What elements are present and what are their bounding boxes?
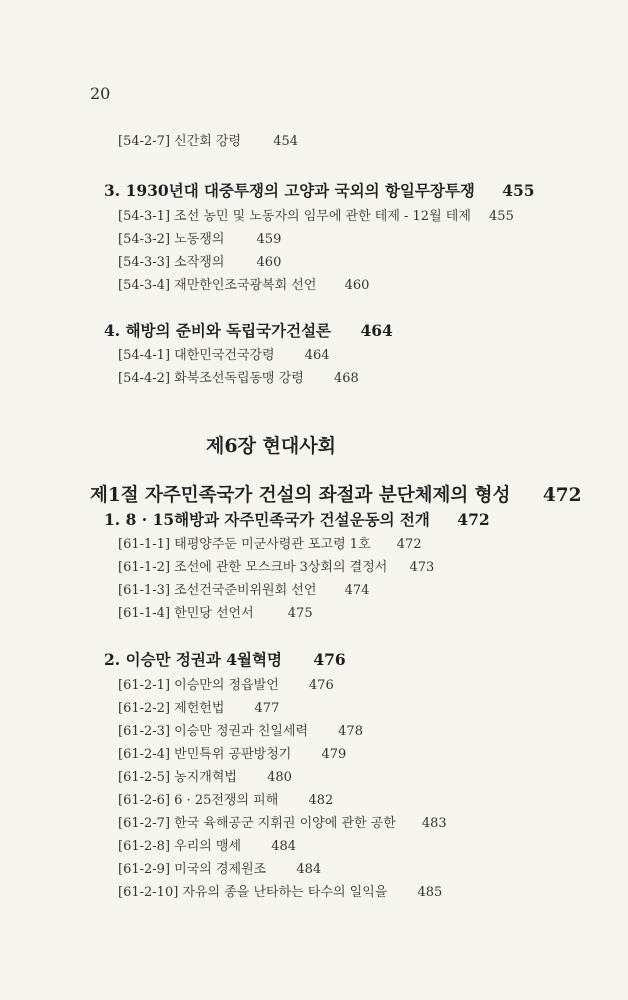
item-title: 조선에 관한 모스크바 3상회의 결정서 — [174, 560, 388, 575]
section-title: 3. 1930년대 대중투쟁의 고양과 국외의 항일무장투쟁 — [104, 181, 475, 200]
item-code: [61-2-5] — [118, 770, 171, 785]
item-title: 신간회 강령 — [174, 134, 242, 149]
toc-item — [118, 720, 363, 739]
toc-item — [118, 251, 281, 270]
item-title: 대한민국건국강령 — [174, 348, 275, 363]
item-page: 478 — [338, 724, 363, 739]
item-page: 472 — [396, 537, 422, 552]
item-title: 노동쟁의 — [174, 232, 225, 247]
toc-item — [118, 367, 359, 386]
item-code: [61-2-2] — [118, 701, 171, 716]
section-title: 4. 해방의 준비와 독립국가건설론 — [104, 321, 332, 340]
chapter-heading: 제6장 현대사회 — [206, 435, 336, 457]
item-code: [61-2-6] — [118, 793, 171, 808]
item-code: [61-2-3] — [118, 724, 171, 739]
section-page: 455 — [502, 181, 535, 200]
item-code: [54-3-3] — [118, 255, 171, 270]
item-page: 475 — [287, 606, 313, 621]
item-title: 소작쟁의 — [174, 255, 225, 270]
toc-item — [118, 858, 321, 877]
item-page: 479 — [321, 747, 347, 762]
item-page: 482 — [308, 793, 334, 808]
item-code: [54-4-2] — [118, 371, 171, 386]
item-code: [61-1-2] — [118, 560, 171, 575]
toc-item — [118, 228, 281, 247]
item-code: [61-1-1] — [118, 537, 171, 552]
item-title: 우리의 맹세 — [174, 839, 242, 854]
item-page: 460 — [344, 278, 370, 293]
item-page: 484 — [271, 839, 297, 854]
item-code: [61-2-9] — [118, 862, 171, 877]
toc-item — [118, 697, 279, 716]
item-page: 480 — [267, 770, 292, 785]
toc-item — [118, 344, 330, 363]
item-page: 474 — [344, 583, 370, 598]
item-title: 이승만 정권과 친일세력 — [174, 724, 309, 739]
toc-item — [118, 533, 422, 552]
item-page: 476 — [308, 678, 334, 693]
section-heading — [104, 319, 393, 341]
item-page: 468 — [334, 371, 359, 386]
item-code: [54-3-2] — [118, 232, 171, 247]
item-title: 농지개혁법 — [174, 770, 237, 785]
item-page: 455 — [489, 209, 514, 224]
toc-item — [118, 602, 313, 621]
item-page: 483 — [421, 816, 447, 831]
section-page: 472 — [457, 510, 490, 529]
item-title: 재만한인조국광복회 선언 — [174, 278, 317, 293]
item-page: 464 — [304, 348, 330, 363]
toc-item — [118, 743, 346, 762]
item-page: 485 — [417, 885, 443, 900]
section-page: 464 — [360, 321, 393, 340]
item-title: 한국 육해공군 지휘권 이양에 관한 공한 — [174, 816, 396, 831]
part-page: 472 — [542, 485, 582, 506]
section-page: 476 — [313, 650, 346, 669]
toc-item — [118, 674, 334, 693]
item-page: 454 — [273, 134, 299, 149]
item-code: [61-2-8] — [118, 839, 171, 854]
toc-item — [118, 812, 447, 831]
item-code: [61-1-3] — [118, 583, 171, 598]
item-code: [54-4-1] — [118, 348, 171, 363]
item-title: 제헌헌법 — [174, 701, 225, 716]
item-title: 6 · 25전쟁의 피해 — [174, 793, 279, 808]
item-code: [61-2-4] — [118, 747, 171, 762]
item-code: [61-2-1] — [118, 678, 171, 693]
item-title: 조선 농민 및 노동자의 임무에 관한 테제 - 12월 테제 — [174, 209, 471, 224]
item-title: 미국의 경제원조 — [174, 862, 267, 877]
section-heading — [104, 508, 490, 530]
item-title: 반민특위 공판방청기 — [174, 747, 292, 762]
section-heading — [104, 648, 346, 670]
item-title: 화북조선독립동맹 강령 — [174, 371, 304, 386]
toc-item — [118, 205, 514, 224]
item-page: 484 — [296, 862, 322, 877]
toc-item — [118, 130, 298, 149]
item-code: [54-3-1] — [118, 209, 171, 224]
item-title: 한민당 선언서 — [174, 606, 254, 621]
toc-item — [118, 274, 369, 293]
item-code: [54-3-4] — [118, 278, 171, 293]
toc-item — [118, 766, 292, 785]
part-heading — [90, 481, 581, 507]
item-page: 459 — [256, 232, 282, 247]
item-title: 태평양주둔 미군사령관 포고령 1호 — [174, 537, 371, 552]
item-page: 477 — [254, 701, 280, 716]
item-code: [61-1-4] — [118, 606, 171, 621]
item-code: [61-2-10] — [118, 885, 179, 900]
item-title: 조선건국준비위원회 선언 — [174, 583, 317, 598]
item-page: 473 — [409, 560, 435, 575]
item-title: 이승만의 정읍발언 — [174, 678, 279, 693]
page-number: 20 — [90, 84, 111, 103]
item-title: 자유의 종을 난타하는 타수의 일익을 — [182, 885, 388, 900]
toc-item — [118, 835, 296, 854]
section-heading — [104, 179, 535, 201]
toc-item — [118, 789, 333, 808]
section-title: 1. 8 · 15해방과 자주민족국가 건설운동의 전개 — [104, 510, 430, 529]
item-code: [61-2-7] — [118, 816, 171, 831]
part-title: 제1절 자주민족국가 건설의 좌절과 분단체제의 형성 — [90, 485, 511, 506]
toc-item — [118, 556, 434, 575]
item-page: 460 — [256, 255, 282, 270]
toc-item — [118, 881, 442, 900]
toc-item — [118, 579, 369, 598]
item-code: [54-2-7] — [118, 134, 171, 149]
section-title: 2. 이승만 정권과 4월혁명 — [104, 650, 282, 669]
